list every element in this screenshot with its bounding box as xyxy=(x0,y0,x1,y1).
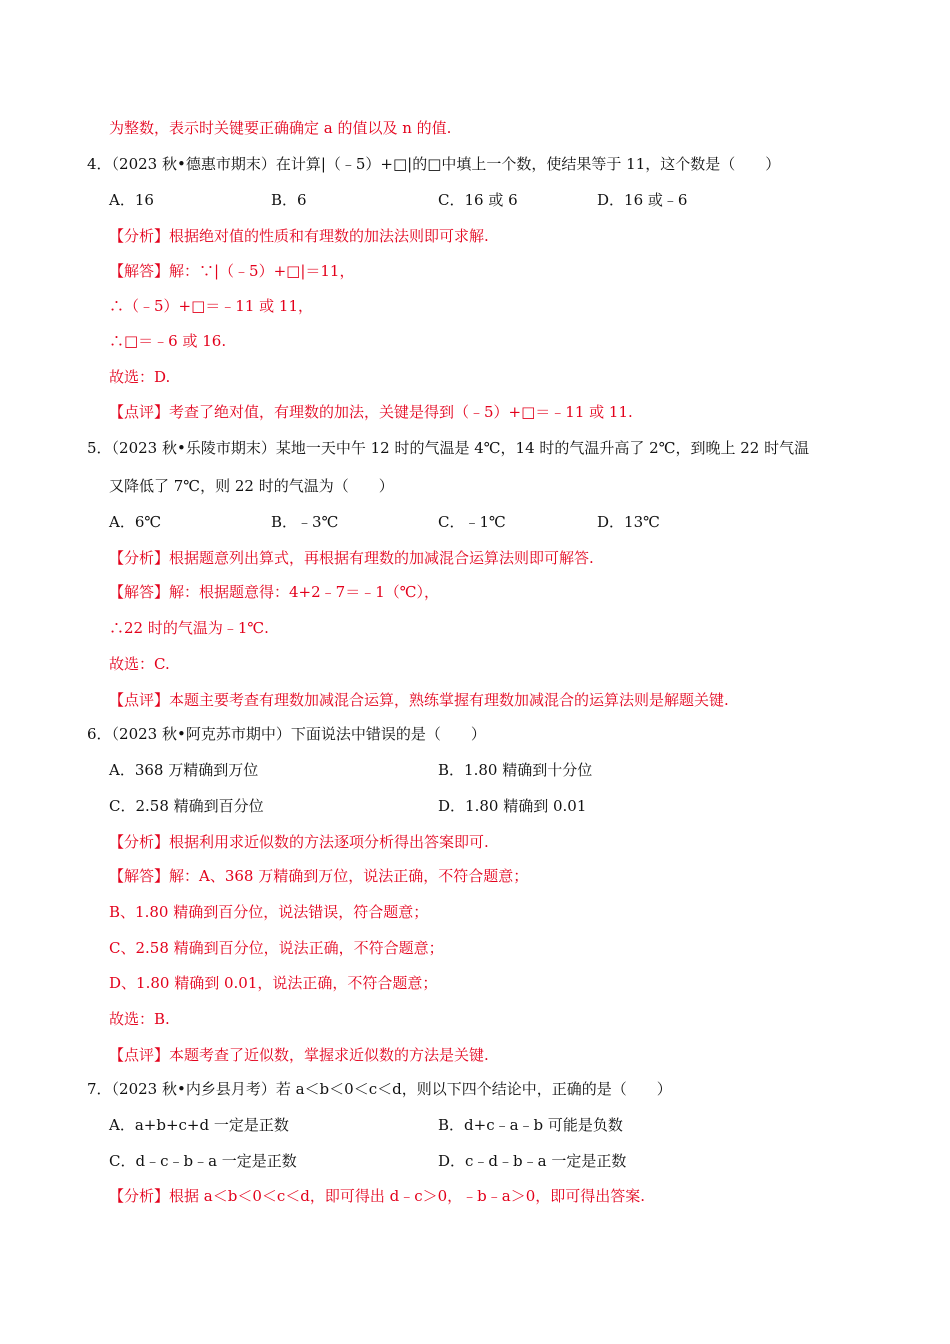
q4-choice: 故选：D. xyxy=(109,368,171,386)
q6-analysis: 【分析】根据利用求近似数的方法逐项分析得出答案即可. xyxy=(109,833,489,851)
q5-choice: 故选：C. xyxy=(109,655,170,673)
q7-analysis: 【分析】根据 a＜b＜0＜c＜d，即可得出 d﹣c＞0，﹣b﹣a＞0，即可得出答案. xyxy=(109,1187,646,1205)
q5-solution-2: ∴22 时的气温为﹣1℃. xyxy=(109,619,269,637)
q4-option-b: B．6 xyxy=(271,191,307,209)
q5-option-c: C．﹣1℃ xyxy=(438,513,506,531)
q6-choice: 故选：B. xyxy=(109,1010,170,1028)
q5-solution-1: 【解答】解：根据题意得：4+2﹣7＝﹣1（℃）， xyxy=(109,583,440,601)
q4-comment: 【点评】考查了绝对值，有理数的加法，关键是得到（﹣5）+□＝﹣11 或 11. xyxy=(109,403,633,421)
question-5-stem-1: 5．（2023 秋•乐陵市期末）某地一天中午 12 时的气温是 4℃，14 时的气温升高了 2℃，到晚上 22 时气温 xyxy=(87,439,810,457)
q4-option-d: D．16 或﹣6 xyxy=(597,191,688,209)
q4-analysis: 【分析】根据绝对值的性质和有理数的加法法则即可求解. xyxy=(109,227,489,245)
q5-option-d: D．13℃ xyxy=(597,513,660,531)
question-4-stem: 4．（2023 秋•德惠市期末）在计算|（﹣5）+□|的□中填上一个数，使结果等于 11，这个数是（ ） xyxy=(87,155,781,173)
q5-option-b: B．﹣3℃ xyxy=(271,513,339,531)
q6-solution-4: D、1.80 精确到 0.01，说法正确，不符合题意； xyxy=(109,974,438,992)
question-7-stem: 7．（2023 秋•内乡县月考）若 a＜b＜0＜c＜d，则以下四个结论中，正确的是（ ） xyxy=(87,1080,672,1098)
q7-option-d: D．c﹣d﹣b﹣a 一定是正数 xyxy=(438,1152,627,1170)
q6-option-c: C．2.58 精确到百分位 xyxy=(109,797,264,815)
q4-solution-3: ∴□＝﹣6 或 16. xyxy=(109,332,227,350)
previous-answer-tail: 为整数，表示时关键要正确确定 a 的值以及 n 的值. xyxy=(109,119,452,137)
q5-analysis: 【分析】根据题意列出算式，再根据有理数的加减混合运算法则即可解答. xyxy=(109,549,594,567)
question-6-stem: 6．（2023 秋•阿克苏市期中）下面说法中错误的是（ ） xyxy=(87,725,486,743)
q6-solution-3: C、2.58 精确到百分位，说法正确，不符合题意； xyxy=(109,939,444,957)
q6-comment: 【点评】本题考查了近似数，掌握求近似数的方法是关键. xyxy=(109,1046,489,1064)
q4-option-a: A．16 xyxy=(109,191,154,209)
q6-option-b: B．1.80 精确到十分位 xyxy=(438,761,593,779)
q6-option-d: D．1.80 精确到 0.01 xyxy=(438,797,587,815)
q7-option-c: C．d﹣c﹣b﹣a 一定是正数 xyxy=(109,1152,297,1170)
q4-solution-2: ∴（﹣5）+□＝﹣11 或 11， xyxy=(109,297,313,315)
q4-option-c: C．16 或 6 xyxy=(438,191,518,209)
q5-option-a: A．6℃ xyxy=(109,513,162,531)
q6-solution-1: 【解答】解：A、368 万精确到万位，说法正确，不符合题意； xyxy=(109,867,529,885)
q7-option-a: A．a+b+c+d 一定是正数 xyxy=(109,1116,289,1134)
q5-comment: 【点评】本题主要考查有理数加减混合运算，熟练掌握有理数加减混合的运算法则是解题关键. xyxy=(109,691,729,709)
q6-solution-2: B、1.80 精确到百分位，说法错误，符合题意； xyxy=(109,903,429,921)
q4-solution-1: 【解答】解：∵|（﹣5）+□|＝11， xyxy=(109,262,355,280)
question-5-stem-2: 又降低了 7℃，则 22 时的气温为（ ） xyxy=(109,477,394,495)
q7-option-b: B．d+c﹣a﹣b 可能是负数 xyxy=(438,1116,623,1134)
q6-option-a: A．368 万精确到万位 xyxy=(109,761,259,779)
